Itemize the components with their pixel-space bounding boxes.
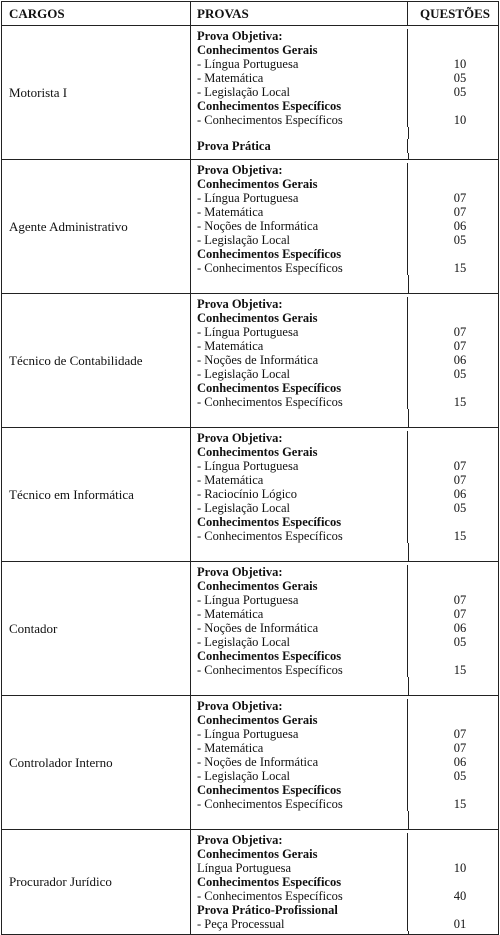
table-header bbox=[2, 2, 498, 26]
line-spacer bbox=[191, 127, 498, 139]
prova-line bbox=[191, 311, 498, 325]
prova-item: - Conhecimentos Específicos bbox=[191, 889, 408, 903]
prova-line bbox=[191, 621, 498, 635]
prova-line bbox=[191, 57, 498, 71]
prova-heading: Conhecimentos Gerais bbox=[191, 579, 408, 593]
questoes-value bbox=[408, 579, 498, 593]
questoes-value: 15 bbox=[453, 797, 467, 811]
prova-heading: Conhecimentos Específicos bbox=[191, 381, 408, 395]
provas-cell bbox=[191, 428, 498, 561]
prova-heading: Prova Objetiva: bbox=[191, 565, 408, 579]
questoes-value: 07 bbox=[453, 473, 467, 487]
prova-heading: Conhecimentos Gerais bbox=[191, 445, 408, 459]
prova-line bbox=[191, 875, 498, 889]
questoes-value: 40 bbox=[453, 889, 467, 903]
questoes-value: 05 bbox=[453, 367, 467, 381]
questoes-value: 06 bbox=[453, 621, 467, 635]
questoes-value: 07 bbox=[453, 205, 467, 219]
prova-item: - Conhecimentos Específicos bbox=[191, 663, 408, 677]
questoes-value bbox=[408, 649, 498, 663]
cargo-cell: Motorista I bbox=[2, 26, 191, 159]
questoes-value bbox=[408, 247, 498, 261]
questoes-value: 05 bbox=[453, 501, 467, 515]
prova-line bbox=[191, 607, 498, 621]
questoes-value bbox=[408, 565, 498, 579]
questoes-value bbox=[408, 139, 498, 153]
prova-line bbox=[191, 487, 498, 501]
prova-heading: Prova Prática bbox=[191, 139, 408, 153]
prova-line bbox=[191, 649, 498, 663]
prova-line bbox=[191, 833, 498, 847]
prova-line bbox=[191, 579, 498, 593]
prova-line bbox=[191, 445, 498, 459]
prova-item: - Legislação Local bbox=[191, 769, 408, 783]
prova-item: - Conhecimentos Específicos bbox=[191, 261, 408, 275]
prova-heading: Conhecimentos Específicos bbox=[191, 99, 408, 113]
questoes-value bbox=[408, 43, 498, 57]
header-questoes: QUESTÕES bbox=[419, 5, 491, 21]
provas-cell bbox=[191, 160, 498, 293]
table-row bbox=[2, 428, 498, 562]
questoes-value bbox=[408, 875, 498, 889]
provas-cell bbox=[191, 562, 498, 695]
prova-heading: Conhecimentos Gerais bbox=[191, 847, 408, 861]
prova-line bbox=[191, 917, 498, 931]
prova-item: - Matemática bbox=[191, 741, 408, 755]
questoes-value: 05 bbox=[453, 769, 467, 783]
questoes-value: 01 bbox=[453, 917, 467, 931]
questoes-value bbox=[408, 847, 498, 861]
prova-item: - Noções de Informática bbox=[191, 755, 408, 769]
provas-cell bbox=[191, 294, 498, 427]
prova-heading: Conhecimentos Gerais bbox=[191, 177, 408, 191]
cargo-cell: Agente Administrativo bbox=[2, 160, 191, 293]
prova-line bbox=[191, 847, 498, 861]
prova-item: - Matemática bbox=[191, 205, 408, 219]
prova-line bbox=[191, 501, 498, 515]
questoes-value: 10 bbox=[453, 113, 467, 127]
prova-item: - Conhecimentos Específicos bbox=[191, 395, 408, 409]
prova-line bbox=[191, 381, 498, 395]
questoes-value: 06 bbox=[453, 755, 467, 769]
prova-heading: Prova Objetiva: bbox=[191, 833, 408, 847]
prova-line bbox=[191, 565, 498, 579]
prova-line bbox=[191, 325, 498, 339]
prova-line bbox=[191, 783, 498, 797]
prova-item: - Língua Portuguesa bbox=[191, 727, 408, 741]
questoes-value: 07 bbox=[453, 459, 467, 473]
header-cargos: CARGOS bbox=[2, 2, 191, 25]
header-provas: PROVAS bbox=[191, 2, 408, 25]
questoes-value: 15 bbox=[453, 663, 467, 677]
prova-line bbox=[191, 219, 498, 233]
provas-cell bbox=[191, 26, 498, 159]
prova-line bbox=[191, 297, 498, 311]
prova-line bbox=[191, 889, 498, 903]
questoes-value bbox=[408, 99, 498, 113]
table-row bbox=[2, 830, 498, 934]
prova-heading: Conhecimentos Específicos bbox=[191, 875, 408, 889]
questoes-value: 07 bbox=[453, 325, 467, 339]
prova-heading: Conhecimentos Gerais bbox=[191, 311, 408, 325]
questoes-value bbox=[408, 311, 498, 325]
cargo-cell: Técnico de Contabilidade bbox=[2, 294, 191, 427]
questoes-value: 05 bbox=[453, 71, 467, 85]
prova-line bbox=[191, 261, 498, 275]
questoes-value bbox=[408, 297, 498, 311]
prova-item: - Peça Processual bbox=[191, 917, 408, 931]
prova-item: - Matemática bbox=[191, 339, 408, 353]
cargo-cell: Técnico em Informática bbox=[2, 428, 191, 561]
prova-heading: Prova Objetiva: bbox=[191, 29, 408, 43]
prova-line bbox=[191, 367, 498, 381]
prova-line bbox=[191, 353, 498, 367]
cargo-cell: Contador bbox=[2, 562, 191, 695]
questoes-value bbox=[408, 177, 498, 191]
prova-item: - Matemática bbox=[191, 71, 408, 85]
questoes-value: 05 bbox=[453, 233, 467, 247]
questoes-value bbox=[408, 515, 498, 529]
prova-item: - Legislação Local bbox=[191, 635, 408, 649]
prova-line bbox=[191, 177, 498, 191]
prova-line bbox=[191, 163, 498, 177]
prova-heading: Conhecimentos Específicos bbox=[191, 515, 408, 529]
table-row bbox=[2, 160, 498, 294]
table-row bbox=[2, 696, 498, 830]
table-body bbox=[2, 26, 498, 934]
prova-heading: Prova Prático-Profissional bbox=[191, 903, 408, 917]
prova-item: - Língua Portuguesa bbox=[191, 459, 408, 473]
prova-line bbox=[191, 713, 498, 727]
prova-line bbox=[191, 755, 498, 769]
questoes-value bbox=[408, 833, 498, 847]
prova-heading: Prova Objetiva: bbox=[191, 699, 408, 713]
table-row bbox=[2, 294, 498, 428]
prova-item: - Noções de Informática bbox=[191, 219, 408, 233]
questoes-value bbox=[408, 699, 498, 713]
prova-item: - Conhecimentos Específicos bbox=[191, 797, 408, 811]
questoes-value: 06 bbox=[453, 219, 467, 233]
prova-line bbox=[191, 797, 498, 811]
prova-line bbox=[191, 459, 498, 473]
cell-fill bbox=[191, 543, 498, 561]
provas-cell bbox=[191, 696, 498, 829]
cell-fill bbox=[191, 677, 498, 695]
questoes-value: 07 bbox=[453, 593, 467, 607]
questoes-value bbox=[408, 381, 498, 395]
prova-heading: Prova Objetiva: bbox=[191, 431, 408, 445]
cell-fill bbox=[191, 275, 498, 293]
cell-fill bbox=[191, 931, 498, 934]
cargo-cell: Controlador Interno bbox=[2, 696, 191, 829]
cell-fill bbox=[191, 153, 498, 159]
prova-item: - Legislação Local bbox=[191, 85, 408, 99]
prova-line bbox=[191, 29, 498, 43]
prova-line bbox=[191, 247, 498, 261]
questoes-value bbox=[408, 445, 498, 459]
prova-item: - Conhecimentos Específicos bbox=[191, 529, 408, 543]
prova-item: - Legislação Local bbox=[191, 367, 408, 381]
prova-item: - Língua Portuguesa bbox=[191, 593, 408, 607]
prova-line bbox=[191, 769, 498, 783]
questoes-value bbox=[408, 903, 498, 917]
table-row bbox=[2, 26, 498, 160]
prova-line bbox=[191, 99, 498, 113]
questoes-value bbox=[408, 713, 498, 727]
prova-heading: Prova Objetiva: bbox=[191, 163, 408, 177]
questoes-value: 10 bbox=[453, 57, 467, 71]
prova-item: - Matemática bbox=[191, 607, 408, 621]
prova-line bbox=[191, 71, 498, 85]
prova-line bbox=[191, 663, 498, 677]
prova-line bbox=[191, 205, 498, 219]
prova-heading: Conhecimentos Específicos bbox=[191, 649, 408, 663]
questoes-value bbox=[408, 783, 498, 797]
questoes-value: 15 bbox=[453, 261, 467, 275]
prova-heading: Prova Objetiva: bbox=[191, 297, 408, 311]
questoes-value: 06 bbox=[453, 353, 467, 367]
prova-line bbox=[191, 473, 498, 487]
prova-item: - Noções de Informática bbox=[191, 621, 408, 635]
questoes-value: 07 bbox=[453, 741, 467, 755]
prova-heading: Conhecimentos Gerais bbox=[191, 43, 408, 57]
prova-line bbox=[191, 861, 498, 875]
questoes-value bbox=[408, 431, 498, 445]
prova-line bbox=[191, 431, 498, 445]
exam-table bbox=[1, 1, 499, 935]
prova-line bbox=[191, 395, 498, 409]
questoes-value: 07 bbox=[453, 339, 467, 353]
cell-fill bbox=[191, 811, 498, 829]
prova-item: - Raciocínio Lógico bbox=[191, 487, 408, 501]
prova-line bbox=[191, 529, 498, 543]
questoes-value bbox=[408, 163, 498, 177]
prova-line bbox=[191, 339, 498, 353]
prova-item: - Matemática bbox=[191, 473, 408, 487]
prova-item: - Noções de Informática bbox=[191, 353, 408, 367]
prova-line bbox=[191, 741, 498, 755]
cell-fill bbox=[191, 409, 498, 427]
prova-heading: Conhecimentos Específicos bbox=[191, 247, 408, 261]
prova-item: - Legislação Local bbox=[191, 501, 408, 515]
prova-line bbox=[191, 635, 498, 649]
prova-line bbox=[191, 699, 498, 713]
questoes-value: 06 bbox=[453, 487, 467, 501]
cargo-cell: Procurador Jurídico bbox=[2, 830, 191, 934]
questoes-value: 10 bbox=[453, 861, 467, 875]
prova-item: - Legislação Local bbox=[191, 233, 408, 247]
questoes-value: 05 bbox=[453, 85, 467, 99]
prova-line bbox=[191, 43, 498, 57]
prova-item: - Língua Portuguesa bbox=[191, 57, 408, 71]
questoes-value: 07 bbox=[453, 607, 467, 621]
prova-line bbox=[191, 191, 498, 205]
provas-cell bbox=[191, 830, 498, 934]
questoes-value: 05 bbox=[453, 635, 467, 649]
prova-item: - Língua Portuguesa bbox=[191, 325, 408, 339]
prova-item: Língua Portuguesa bbox=[191, 861, 408, 875]
questoes-value: 07 bbox=[453, 191, 467, 205]
prova-heading: Conhecimentos Gerais bbox=[191, 713, 408, 727]
questoes-value bbox=[408, 29, 498, 43]
prova-line bbox=[191, 233, 498, 247]
questoes-value: 15 bbox=[453, 395, 467, 409]
prova-heading: Conhecimentos Específicos bbox=[191, 783, 408, 797]
prova-item: - Conhecimentos Específicos bbox=[191, 113, 408, 127]
table-row bbox=[2, 562, 498, 696]
questoes-value: 07 bbox=[453, 727, 467, 741]
questoes-value: 15 bbox=[453, 529, 467, 543]
prova-line bbox=[191, 593, 498, 607]
prova-line bbox=[191, 727, 498, 741]
prova-line bbox=[191, 903, 498, 917]
prova-line bbox=[191, 515, 498, 529]
prova-line bbox=[191, 139, 498, 153]
prova-line bbox=[191, 113, 498, 127]
prova-line bbox=[191, 85, 498, 99]
prova-item: - Língua Portuguesa bbox=[191, 191, 408, 205]
